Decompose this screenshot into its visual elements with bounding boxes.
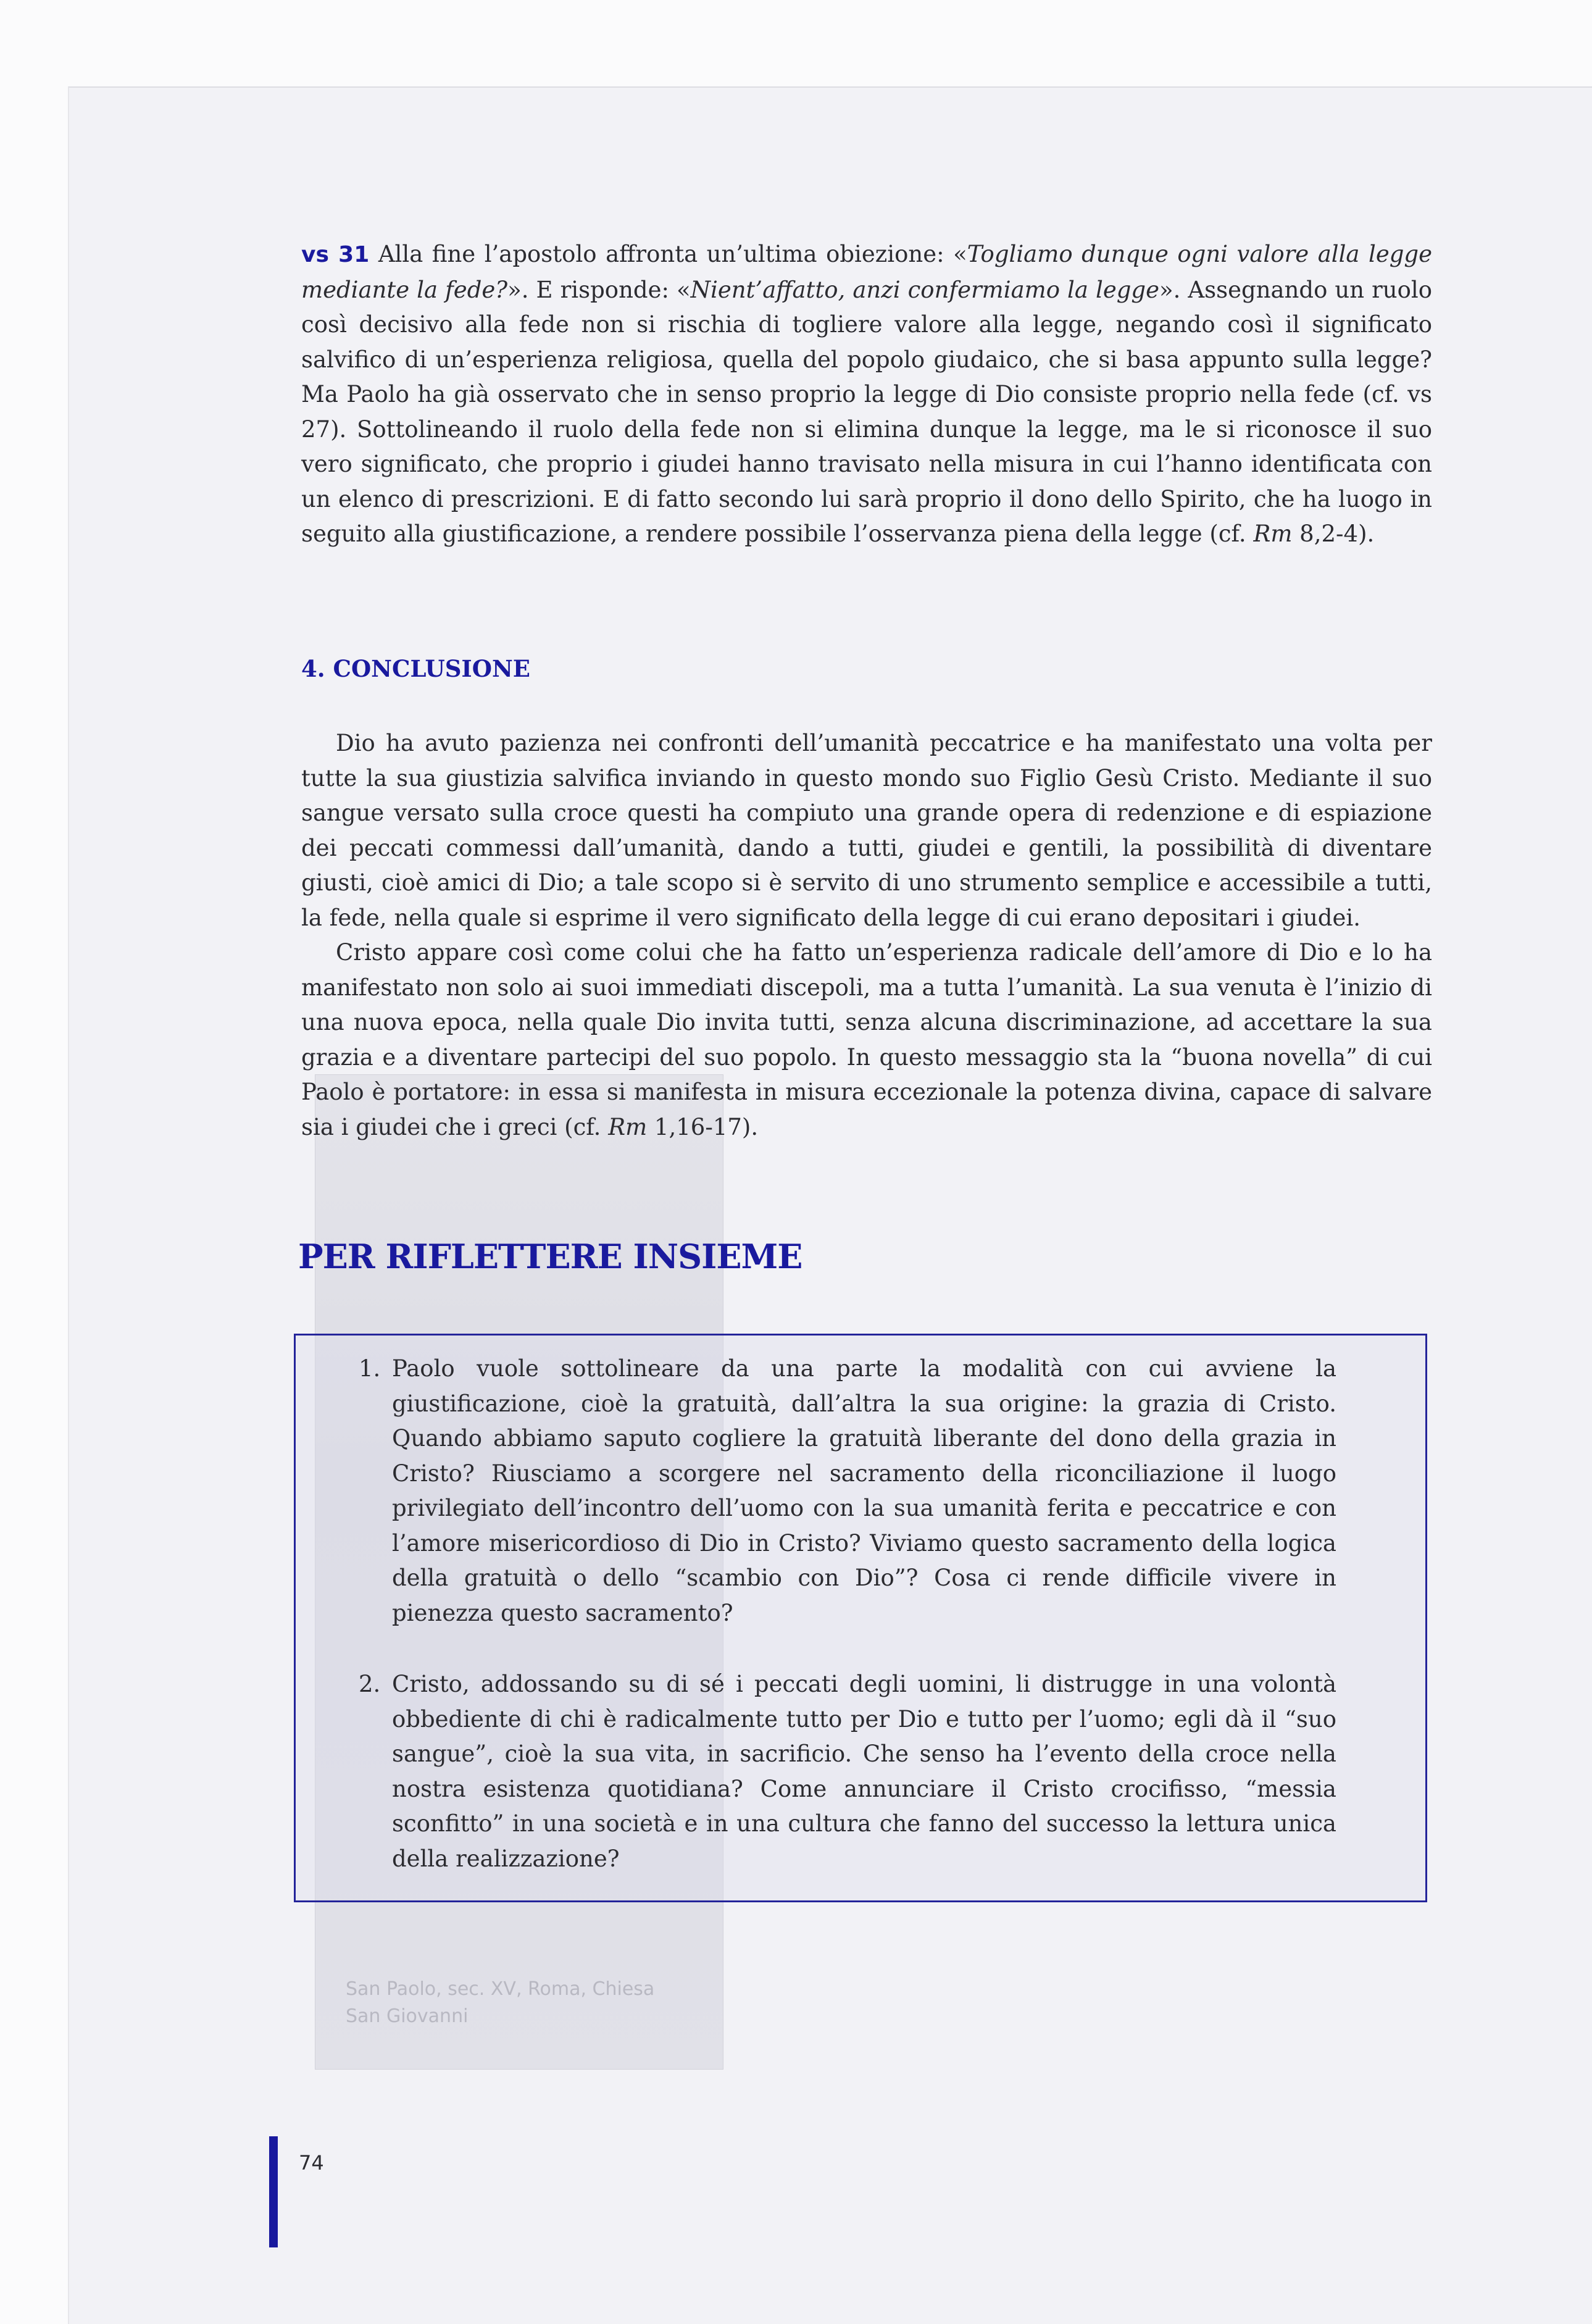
questions-box [294, 1334, 1427, 1902]
conclusione-heading: 4. CONCLUSIONE [301, 655, 530, 682]
page-number: 74 [299, 2151, 324, 2175]
question-text: Paolo vuole sottolineare da una parte la modalità con cui avviene la giustificazione, cioè la gratuità, dall’altra la sua origine: la grazia di Cristo. Quando abbiamo saputo cogliere la gratuità liberante del dono della grazia in Cristo? Riusciamo a scorgere nel sacramento della riconciliazione il luogo privilegiato dell’incontro dell’uomo con la sua umanità ferita e peccatrice e con l’amore misericordioso di Dio in Cristo? Viviamo questo sacramento della logica della gratuità o dello “scambio con Dio”? Cosa ci rende difficile vivere in pienezza questo sacramento? [392, 1355, 1336, 1626]
quote-objection: Togliamo dunque ogni valore alla legge mediante la fede? [301, 241, 1433, 303]
question-number: 2. [359, 1671, 381, 1697]
scripture-ref: Rm [608, 1113, 648, 1140]
section-vs31 [301, 237, 1432, 552]
page-marker-bar [269, 2136, 278, 2247]
scripture-ref: Rm [1253, 520, 1293, 547]
conclusione-paragraph-2: Cristo appare così come colui che ha fatto un’esperienza radicale dell’amore di Dio e lo ha manifestato non solo ai suoi immediati discepoli, ma a tutta l’umanità. La sua venuta è l’inizio di una nuova epoca, nella quale Dio invita tutti, senza alcuna discriminazione, ad accettare la sua grazia e a diventare partecipi del suo popolo. In questo messaggio sta la “buona novella” di cui Paolo è portatore: in essa si manifesta in misura eccezionale la potenza divina, capace di salvare sia i giudei che i greci (cf. Rm 1,16-17). [301, 939, 1432, 1140]
verse-label: vs 31 [301, 242, 370, 267]
conclusione-paragraph-1: Dio ha avuto pazienza nei confronti dell’umanità peccatrice e ha manifestato una volta per tutte la sua giustizia salvifica inviando in questo mondo suo Figlio Gesù Cristo. Mediante il suo sangue versato sulla croce questi ha compiuto una grande opera di redenzione e di espiazione dei peccati commessi dall’umanità, dando a tutti, giudei e gentili, la possibilità di diventare giusti, cioè amici di Dio; a tale scopo si è servito di uno strumento semplice e accessibile a tutti, la fede, nella quale si esprime il vero significato della legge di cui erano depositari i giudei. [301, 730, 1432, 931]
quote-answer: Nient’affatto, anzi confermiamo la legge [690, 276, 1159, 303]
question-text: Cristo, addossando su di sé i peccati degli uomini, li distrugge in una volontà obbediente di chi è radicalmente tutto per Dio e tutto per l’uomo; egli dà il “suo sangue”, cioè la sua vita, in sacrificio. Che senso ha l’evento della croce nella nostra esistenza quotidiana? Come annunciare il Cristo crocifisso, “messia sconfitto” in una società e in una cultura che fanno del successo la lettura unica della realizzazione? [392, 1671, 1336, 1872]
question-number: 1. [359, 1355, 381, 1382]
vs31-paragraph: vs 31 Alla fine l’apostolo affronta un’ultima obiezione: «Togliamo dunque ogni valore alla legge mediante la fede?». E risponde: «Nient’affatto, anzi confermiamo la legge». Assegnando un ruolo così decisivo alla fede non si rischia di togliere valore alla legge, negando così il significato salvifico di un’esperienza religiosa, quella del popolo giudaico, che si basa appunto sulla legge? Ma Paolo ha già osservato che in senso proprio la legge di Dio consiste proprio nella fede (cf. vs 27). Sottolineando il ruolo della fede non si elimina dunque la legge, ma le si riconosce il suo vero significato, che proprio i giudei hanno travisato nella misura in cui l’hanno identificata con un elenco di prescrizioni. E di fatto secondo lui sarà proprio il dono dello Spirito, che ha luogo in seguito alla giustificazione, a rendere possibile l’osservanza piena della legge (cf. Rm 8,2-4). [301, 241, 1433, 547]
photo-caption: San Paolo, sec. XV, Roma, Chiesa San Giovanni [346, 1978, 655, 2027]
section-conclusione [301, 726, 1432, 1145]
riflettere-heading: PER RIFLETTERE INSIEME [298, 1237, 802, 1276]
